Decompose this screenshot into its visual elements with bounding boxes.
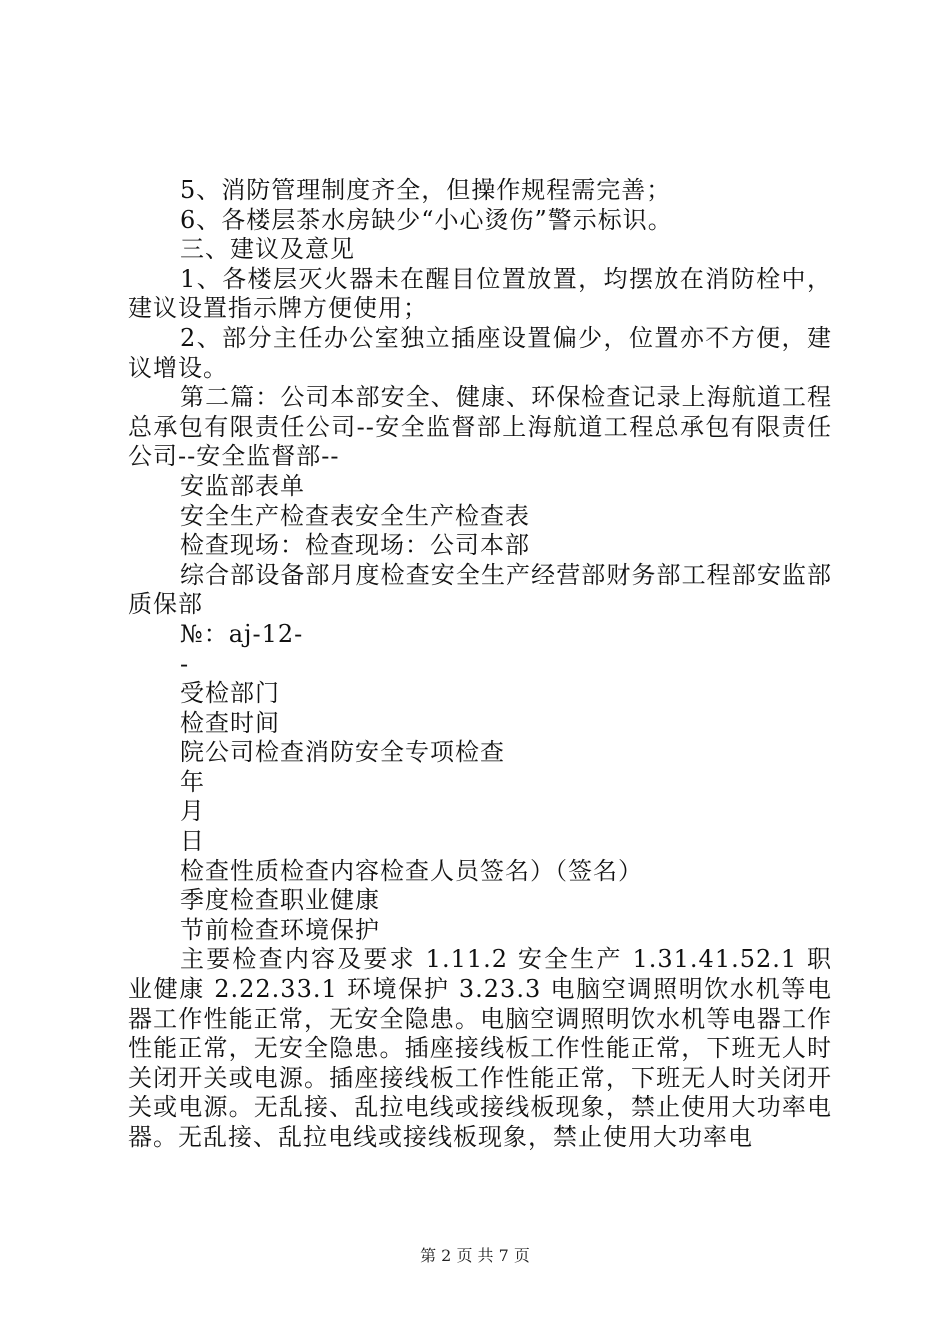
- document-body: [128, 176, 832, 1153]
- text-line: 检查性质检查内容检查人员签名）（签名）: [180, 856, 643, 885]
- text-line: 月: [180, 797, 205, 826]
- paragraph: 主要检查内容及要求 1.11.2 安全生产 1.31.41.52.1 职业健康 2.22.33.1 环境保护 3.23.3 电脑空调照明饮水机等电器工作性能正常，无安全隐患。电脑空调照明饮水机等电器工作性能正常，无安全隐患。插座接线板工作性能正常，下班无人时关闭开关或电源。插座接线板工作性能正常，下班无人时关闭开关或电源。无乱接、乱拉电线或接线板现象，禁止使用大功率电器。无乱接、乱拉电线或接线板现象，禁止使用大功率电: [128, 945, 832, 1151]
- text-line: 受检部门: [180, 679, 280, 708]
- paragraph: 第二篇：公司本部安全、健康、环保检查记录上海航道工程总承包有限责任公司--安全监督部上海航道工程总承包有限责任公司--安全监督部--: [128, 383, 832, 471]
- text-line: 季度检查职业健康: [180, 886, 380, 915]
- paragraph: 2、部分主任办公室独立插座设置偏少，位置亦不方便，建议增设。: [128, 323, 832, 382]
- text-line: 6、各楼层茶水房缺少“小心烫伤”警示标识。: [180, 205, 673, 234]
- paragraph: 综合部设备部月度检查安全生产经营部财务部工程部安监部质保部: [128, 560, 832, 619]
- text-line: 检查现场：检查现场：公司本部: [180, 531, 530, 560]
- section-heading: 三、建议及意见: [180, 235, 355, 264]
- text-line: 安全生产检查表安全生产检查表: [180, 501, 530, 530]
- text-line: 5、消防管理制度齐全，但操作规程需完善；: [180, 176, 672, 204]
- text-line: 院公司检查消防安全专项检查: [180, 738, 505, 767]
- text-line: №：aj-12-: [180, 619, 304, 648]
- text-line: 检查时间: [180, 708, 280, 737]
- text-line: 年: [180, 767, 205, 796]
- text-line: 节前检查环境保护: [180, 915, 380, 944]
- paragraph: 1、各楼层灭火器未在醒目位置放置，均摆放在消防栓中，建议设置指示牌方便使用；: [128, 264, 832, 323]
- text-line: -: [180, 649, 190, 678]
- text-line: 安监部表单: [180, 471, 305, 500]
- page-number: 第 2 页 共 7 页: [420, 1246, 530, 1265]
- text-line: 日: [180, 827, 205, 856]
